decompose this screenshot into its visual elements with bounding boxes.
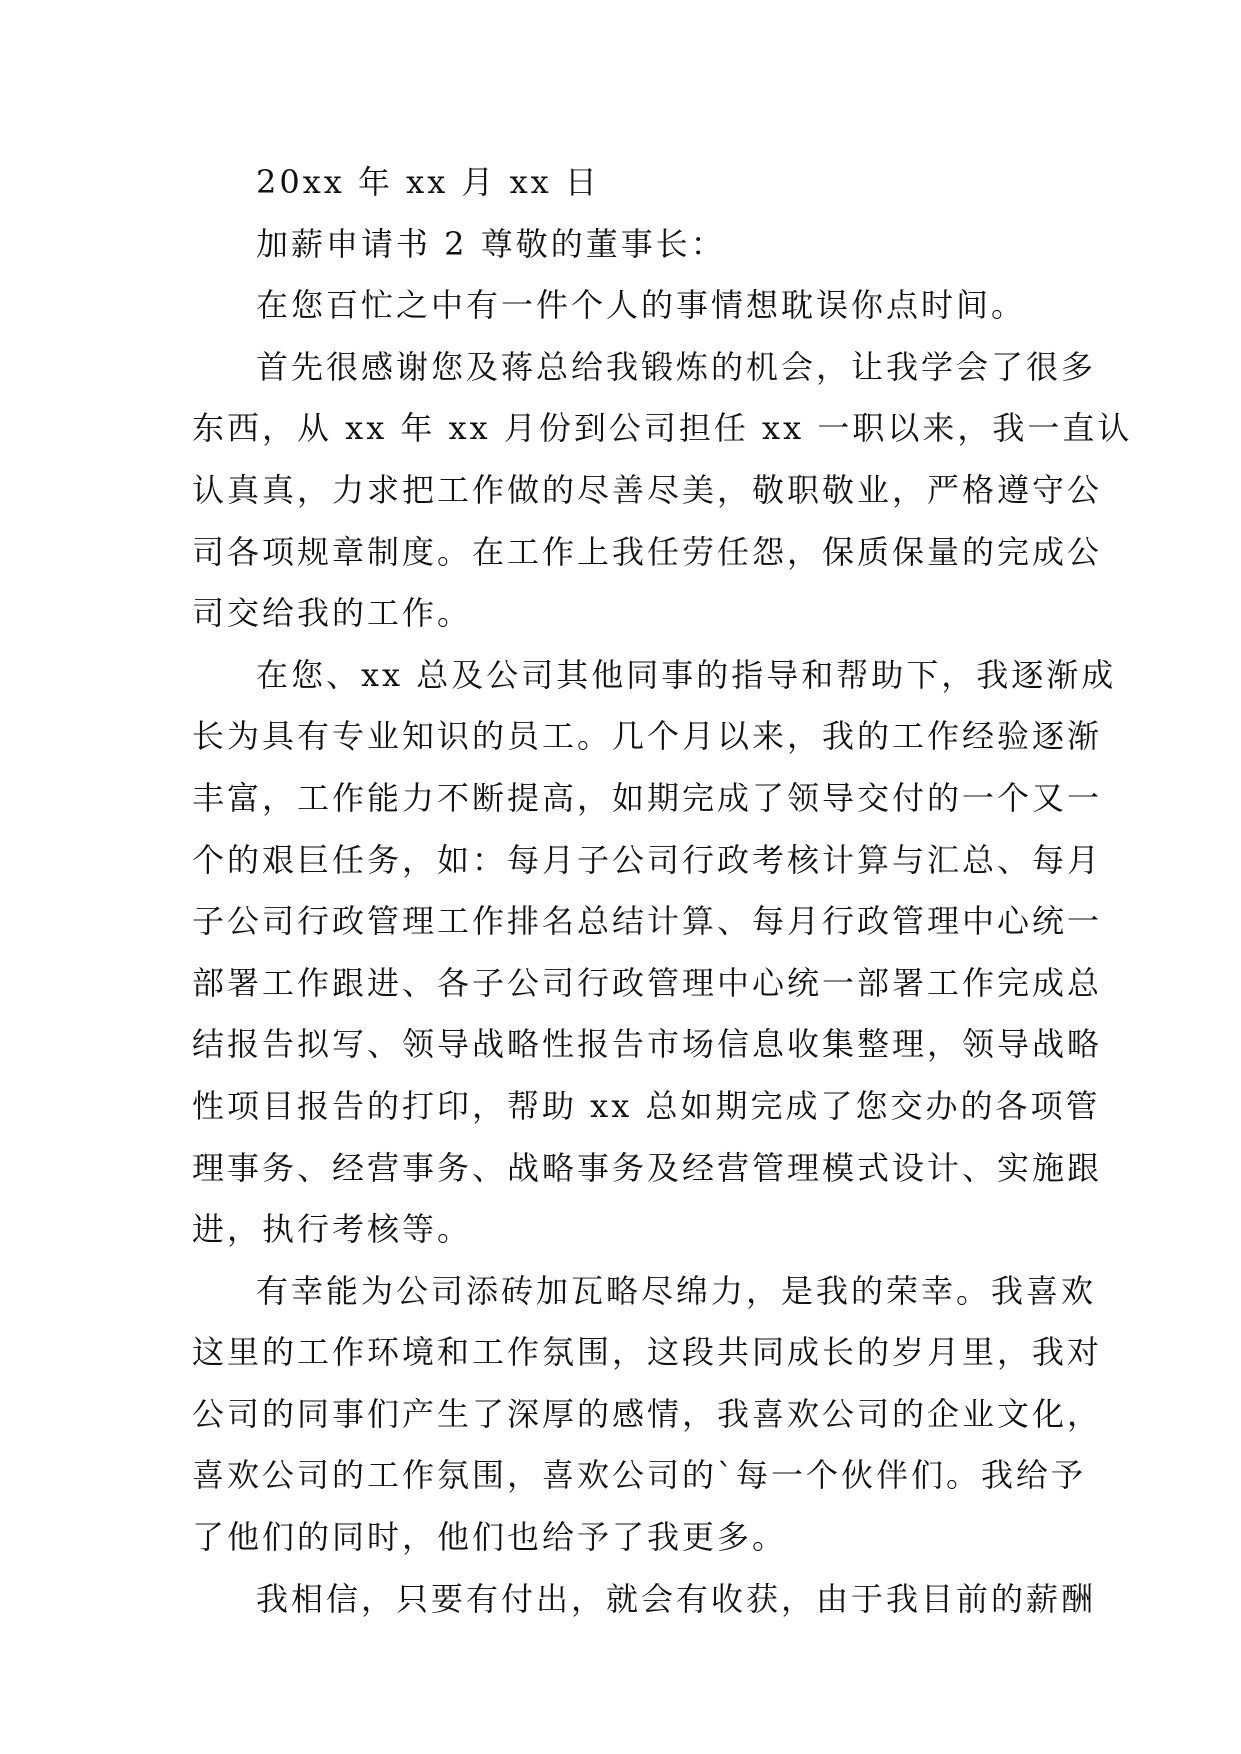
text-line: 部署工作跟进、各子公司行政管理中心统一部署工作完成总 [192, 963, 1103, 1002]
text-line: 理事务、经营事务、战略事务及经营管理模式设计、实施跟 [192, 1148, 1103, 1187]
text-line: 喜欢公司的工作氛围，喜欢公司的`每一个伙伴们。我给予 [192, 1456, 1087, 1495]
text-line: 认真真，力求把工作做的尽善尽美，敬职敬业，严格遵守公 [192, 470, 1103, 509]
text-line: 个的艰巨任务，如：每月子公司行政考核计算与汇总、每月 [192, 840, 1103, 879]
text-line: 长为具有专业知识的员工。几个月以来，我的工作经验逐渐 [192, 717, 1103, 756]
text-line: 结报告拟写、领导战略性报告市场信息收集整理，领导战略 [192, 1025, 1103, 1064]
text-line: 我相信，只要有付出，就会有收获，由于我目前的薪酬 [256, 1579, 1097, 1618]
text-line: 了他们的同时，他们也给予了我更多。 [192, 1518, 788, 1557]
text-line: 有幸能为公司添砖加瓦略尽绵力，是我的荣幸。我喜欢 [256, 1271, 1097, 1310]
text-line: 这里的工作环境和工作氛围，这段共同成长的岁月里，我对 [192, 1333, 1103, 1372]
text-line: 公司的同事们产生了深厚的感情，我喜欢公司的企业文化， [192, 1394, 1103, 1433]
letter-body [192, 152, 1133, 1630]
salutation-line: 加薪申请书 2 尊敬的董事长： [256, 224, 726, 263]
text-line: 司各项规章制度。在工作上我任劳任怨，保质保量的完成公 [192, 532, 1103, 571]
text-line: 性项目报告的打印，帮助 xx 总如期完成了您交办的各项管 [192, 1086, 1101, 1125]
text-line: 丰富，工作能力不断提高，如期完成了领导交付的一个又一 [192, 778, 1103, 817]
text-line: 东西，从 xx 年 xx 月份到公司担任 xx 一职以来，我一直认 [192, 409, 1133, 448]
text-line: 首先很感谢您及蒋总给我锻炼的机会，让我学会了很多 [256, 347, 1097, 386]
text-line: 进，执行考核等。 [192, 1210, 473, 1249]
text-line: 子公司行政管理工作排名总结计算、每月行政管理中心统一 [192, 902, 1103, 941]
text-line: 在您百忙之中有一件个人的事情想耽误你点时间。 [256, 286, 1027, 325]
date-line: 20xx 年 xx 月 xx 日 [256, 163, 600, 201]
text-line: 司交给我的工作。 [192, 594, 473, 633]
text-line: 在您、xx 总及公司其他同事的指导和帮助下，我逐渐成 [256, 655, 1117, 694]
